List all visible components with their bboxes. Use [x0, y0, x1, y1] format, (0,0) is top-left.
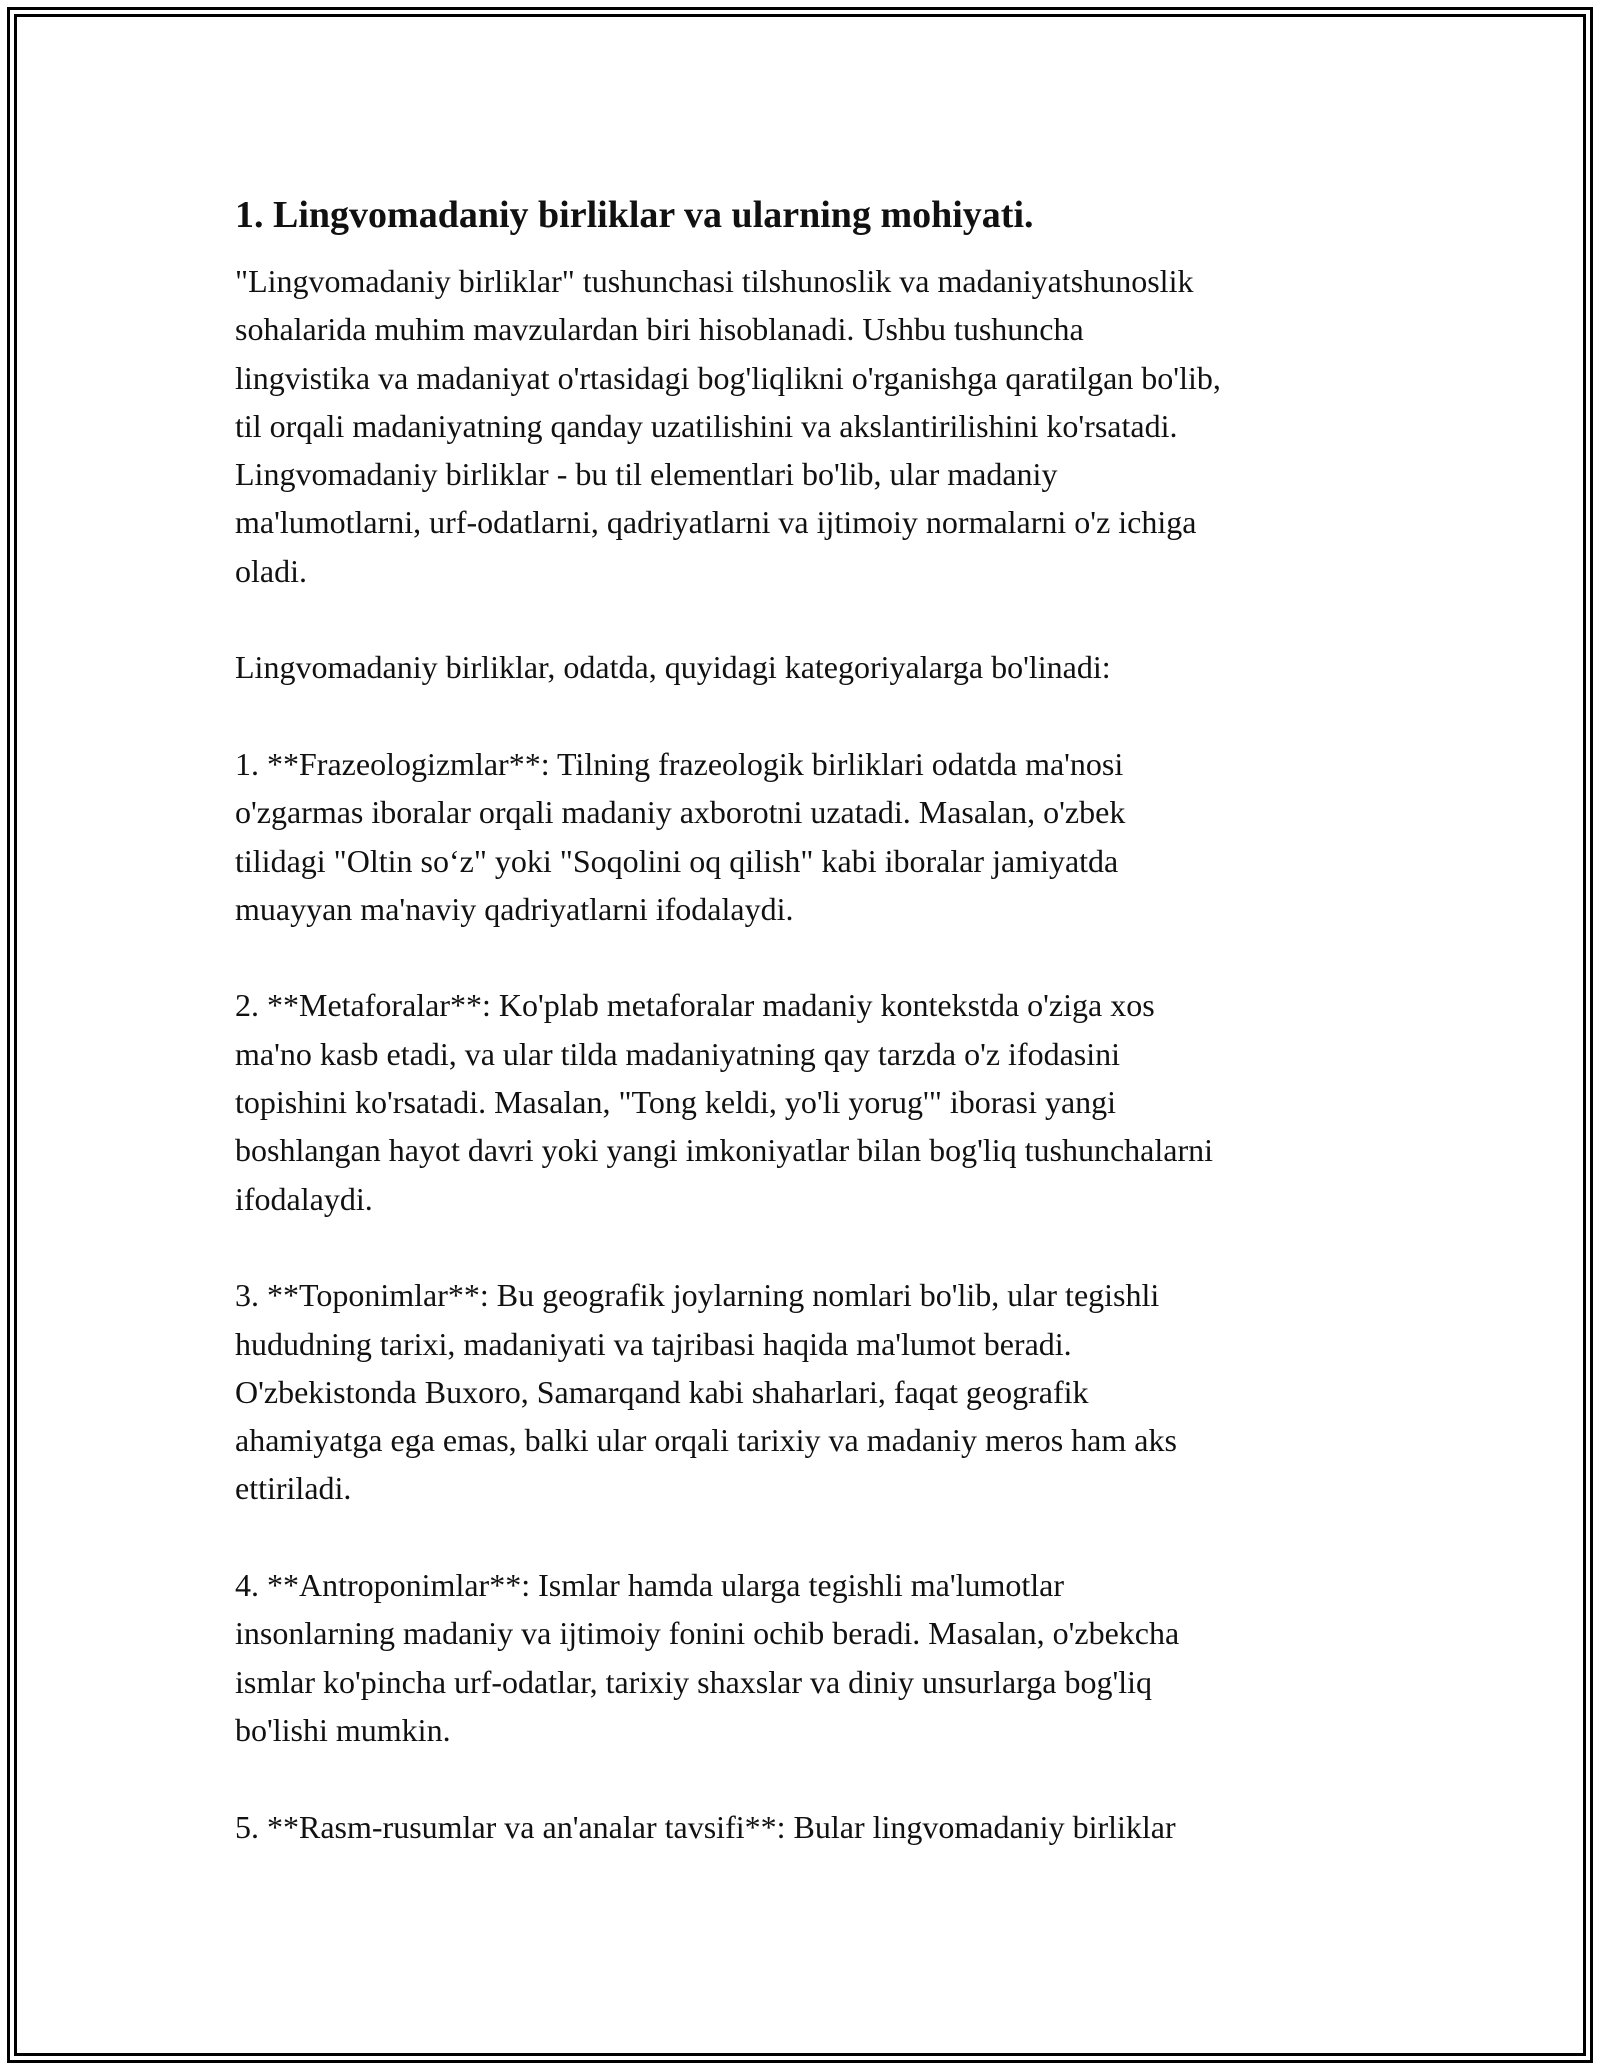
document-title: 1. Lingvomadaniy birliklar va ularning mohiyati.	[235, 194, 1034, 236]
text-line: ma'no kasb etadi, va ular tilda madaniyatning qay tarzda o'z ifodasini	[235, 1035, 1121, 1072]
text-line: hududning tarixi, madaniyati va tajribasi haqida ma'lumot beradi.	[235, 1325, 1072, 1362]
text-line: 2. **Metaforalar**: Ko'plab metaforalar madaniy kontekstda o'ziga xos	[235, 987, 1155, 1024]
list-item-frazeologizmlar	[235, 740, 1375, 933]
text-line: ahamiyatga ega emas, balki ular orqali tarixiy va madaniy meros ham aks	[235, 1422, 1177, 1459]
paragraph-intro	[235, 257, 1375, 595]
document-body	[235, 185, 1375, 1851]
paragraph-categories-intro	[235, 643, 1375, 691]
text-line: lingvistika va madaniyat o'rtasidagi bog'liqlikni o'rganishga qaratilgan bo'lib,	[235, 359, 1221, 396]
text-line: "Lingvomadaniy birliklar" tushunchasi tilshunoslik va madaniyatshunoslik	[235, 263, 1194, 299]
text-line: tilidagi "Oltin so‘z" yoki "Soqolini oq qilish" kabi iboralar jamiyatda	[235, 842, 1119, 879]
text-line: sohalarida muhim mavzulardan biri hisoblanadi. Ushbu tushuncha	[235, 311, 1084, 348]
text-line: muayyan ma'naviy qadriyatlarni ifodalaydi.	[235, 890, 794, 927]
text-line: O'zbekistonda Buxoro, Samarqand kabi shaharlari, faqat geografik	[235, 1373, 1089, 1410]
list-item-metaforalar	[235, 981, 1375, 1222]
text-line: topishini ko'rsatadi. Masalan, "Tong keldi, yo'li yorug'" iborasi yangi	[235, 1084, 1117, 1121]
text-line: o'zgarmas iboralar orqali madaniy axborotni uzatadi. Masalan, o'zbek	[235, 794, 1126, 831]
list-item-antroponimlar	[235, 1561, 1375, 1754]
list-item-toponimlar	[235, 1271, 1375, 1512]
text-line: Lingvomadaniy birliklar - bu til elementlari bo'lib, ular madaniy	[235, 456, 1058, 493]
text-line: 3. **Toponimlar**: Bu geografik joylarning nomlari bo'lib, ular tegishli	[235, 1277, 1160, 1314]
text-line: ifodalaydi.	[235, 1180, 373, 1217]
list-item-rasm-rusumlar	[235, 1803, 1375, 1851]
text-line: til orqali madaniyatning qanday uzatilishini va akslantirilishini ko'rsatadi.	[235, 407, 1178, 444]
text-line: 1. **Frazeologizmlar**: Tilning frazeologik birliklari odatda ma'nosi	[235, 745, 1124, 782]
text-line: 4. **Antroponimlar**: Ismlar hamda ularga tegishli ma'lumotlar	[235, 1567, 1064, 1604]
text-line: oladi.	[235, 552, 307, 589]
text-line: boshlangan hayot davri yoki yangi imkoniyatlar bilan bog'liq tushunchalarni	[235, 1132, 1214, 1169]
text-line: 5. **Rasm-rusumlar va an'analar tavsifi**: Bular lingvomadaniy birliklar	[235, 1808, 1176, 1845]
text-line: Lingvomadaniy birliklar, odatda, quyidagi kategoriyalarga bo'linadi:	[235, 649, 1111, 686]
text-line: ma'lumotlarni, urf-odatlarni, qadriyatlarni va ijtimoiy normalarni o'z ichiga	[235, 504, 1197, 541]
text-line: insonlarning madaniy va ijtimoiy fonini ochib beradi. Masalan, o'zbekcha	[235, 1615, 1180, 1652]
text-line: bo'lishi mumkin.	[235, 1711, 451, 1748]
text-line: ismlar ko'pincha urf-odatlar, tarixiy shaxslar va diniy unsurlarga bog'liq	[235, 1663, 1152, 1700]
text-line: ettiriladi.	[235, 1470, 352, 1507]
